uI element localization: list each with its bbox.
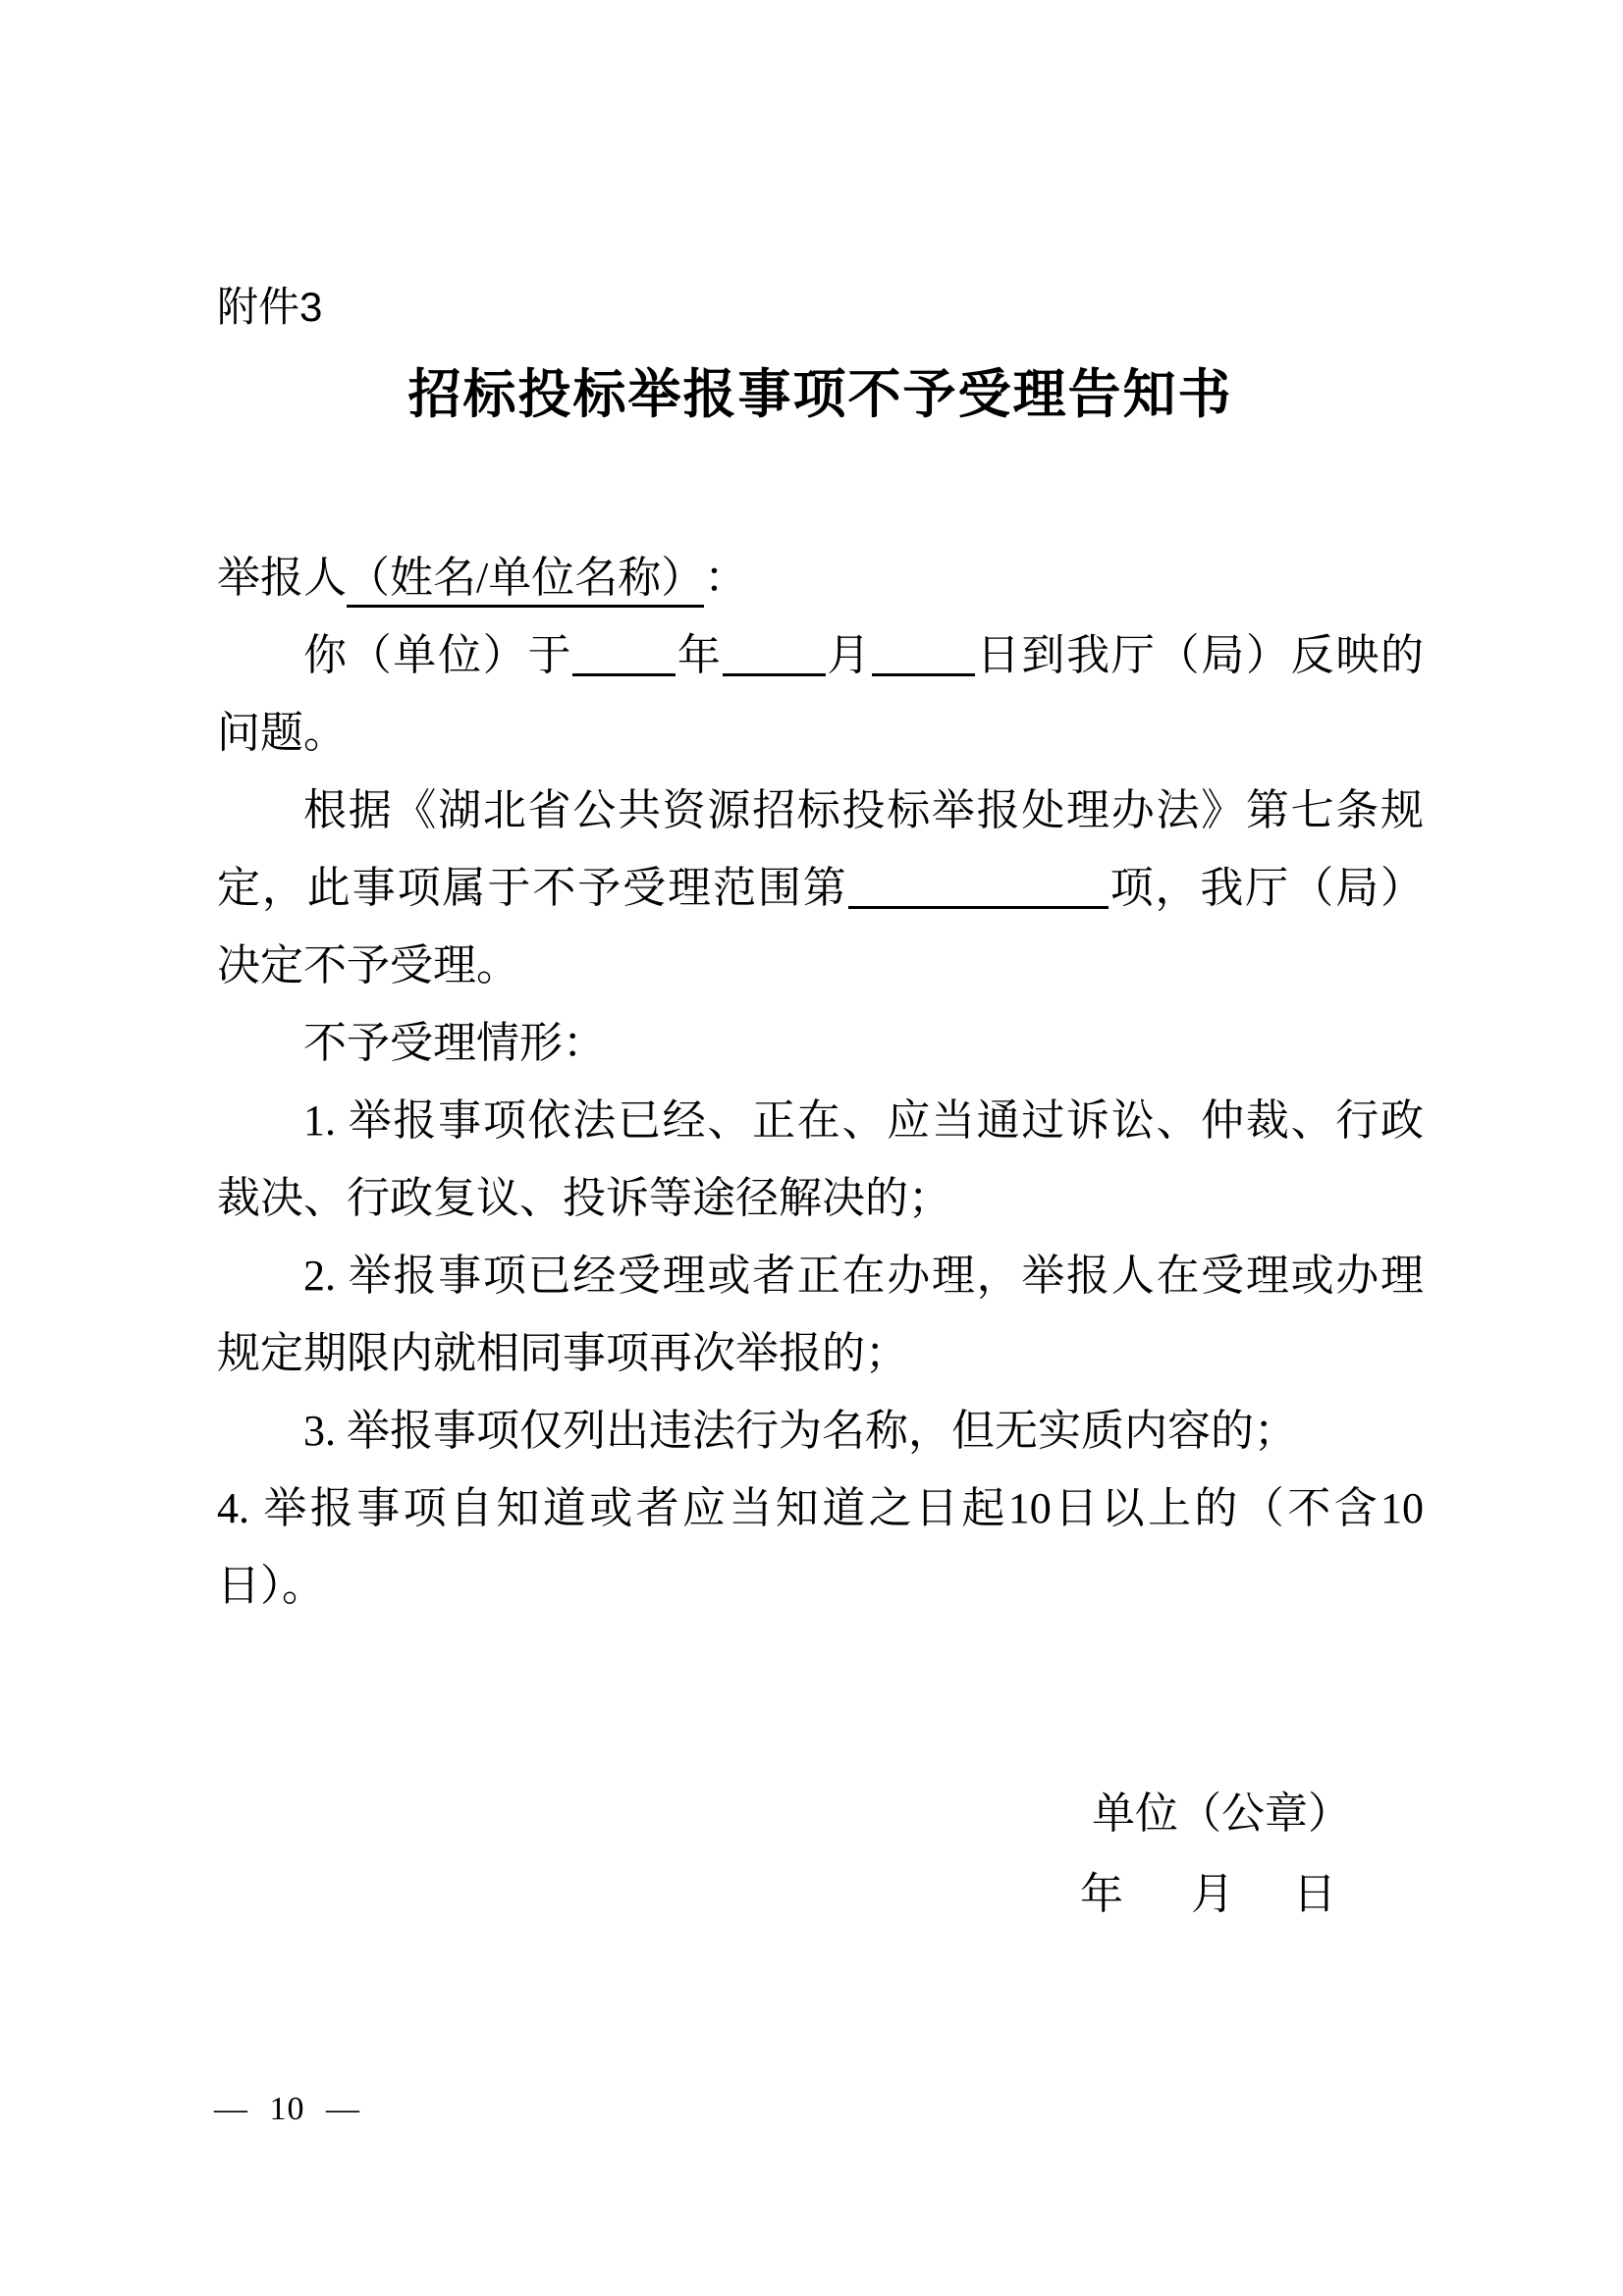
cases-heading: 不予受理情形：	[303, 1019, 606, 1067]
date-paragraph	[217, 616, 1424, 772]
case-item-3: 3. 举报事项仅列出违法行为名称，但无实质内容的；	[303, 1407, 1297, 1455]
year-label: 年	[676, 631, 723, 679]
basis-paragraph-lead: 根据《湖北省公共资源招标投标举报处理办法》第七条规定，此事项属于不予受理范围第	[217, 786, 1424, 912]
reporter-prefix: 举报人	[217, 554, 347, 602]
reporter-line	[217, 539, 1424, 616]
clause-number-blank-line	[848, 871, 1109, 909]
case-item-1: 1. 举报事项依法已经、正在、应当通过诉讼、仲裁、行政裁决、行政复议、投诉等途径解决的；	[217, 1096, 1424, 1222]
date-paragraph-tail: 日到我厅（局）反映的问题。	[217, 631, 1425, 757]
signature-month-label: 月	[1191, 1870, 1234, 1918]
month-blank-line	[723, 638, 826, 676]
basis-paragraph	[217, 772, 1424, 1004]
document-title: 招标投标举报事项不予受理告知书	[407, 365, 1233, 424]
page-number: — 10 —	[214, 2091, 360, 2127]
document-body	[217, 539, 1424, 1625]
date-paragraph-lead: 你（单位）于	[303, 631, 573, 679]
year-blank-line	[572, 638, 676, 676]
month-label: 月	[825, 631, 873, 679]
signature-unit-seal: 单位（公章）	[1092, 1789, 1351, 1838]
signature-day-label: 日	[1293, 1870, 1336, 1918]
basis-paragraph-tail: 项，我厅（局）决定不予受理。	[217, 864, 1425, 989]
day-blank-line	[872, 638, 975, 676]
signature-year-label: 年	[1080, 1870, 1123, 1918]
reporter-colon: ：	[704, 554, 748, 602]
case-item-4: 4. 举报事项自知道或者应当知道之日起10日以上的（不含10日）。	[217, 1484, 1424, 1610]
attachment-label: 附件3	[217, 284, 323, 330]
signature-date-line	[1080, 1871, 1336, 1918]
reporter-name-blank: （姓名/单位名称）	[347, 554, 704, 608]
case-item-2: 2. 举报事项已经受理或者正在办理，举报人在受理或办理规定期限内就相同事项再次举报的；	[217, 1252, 1424, 1377]
